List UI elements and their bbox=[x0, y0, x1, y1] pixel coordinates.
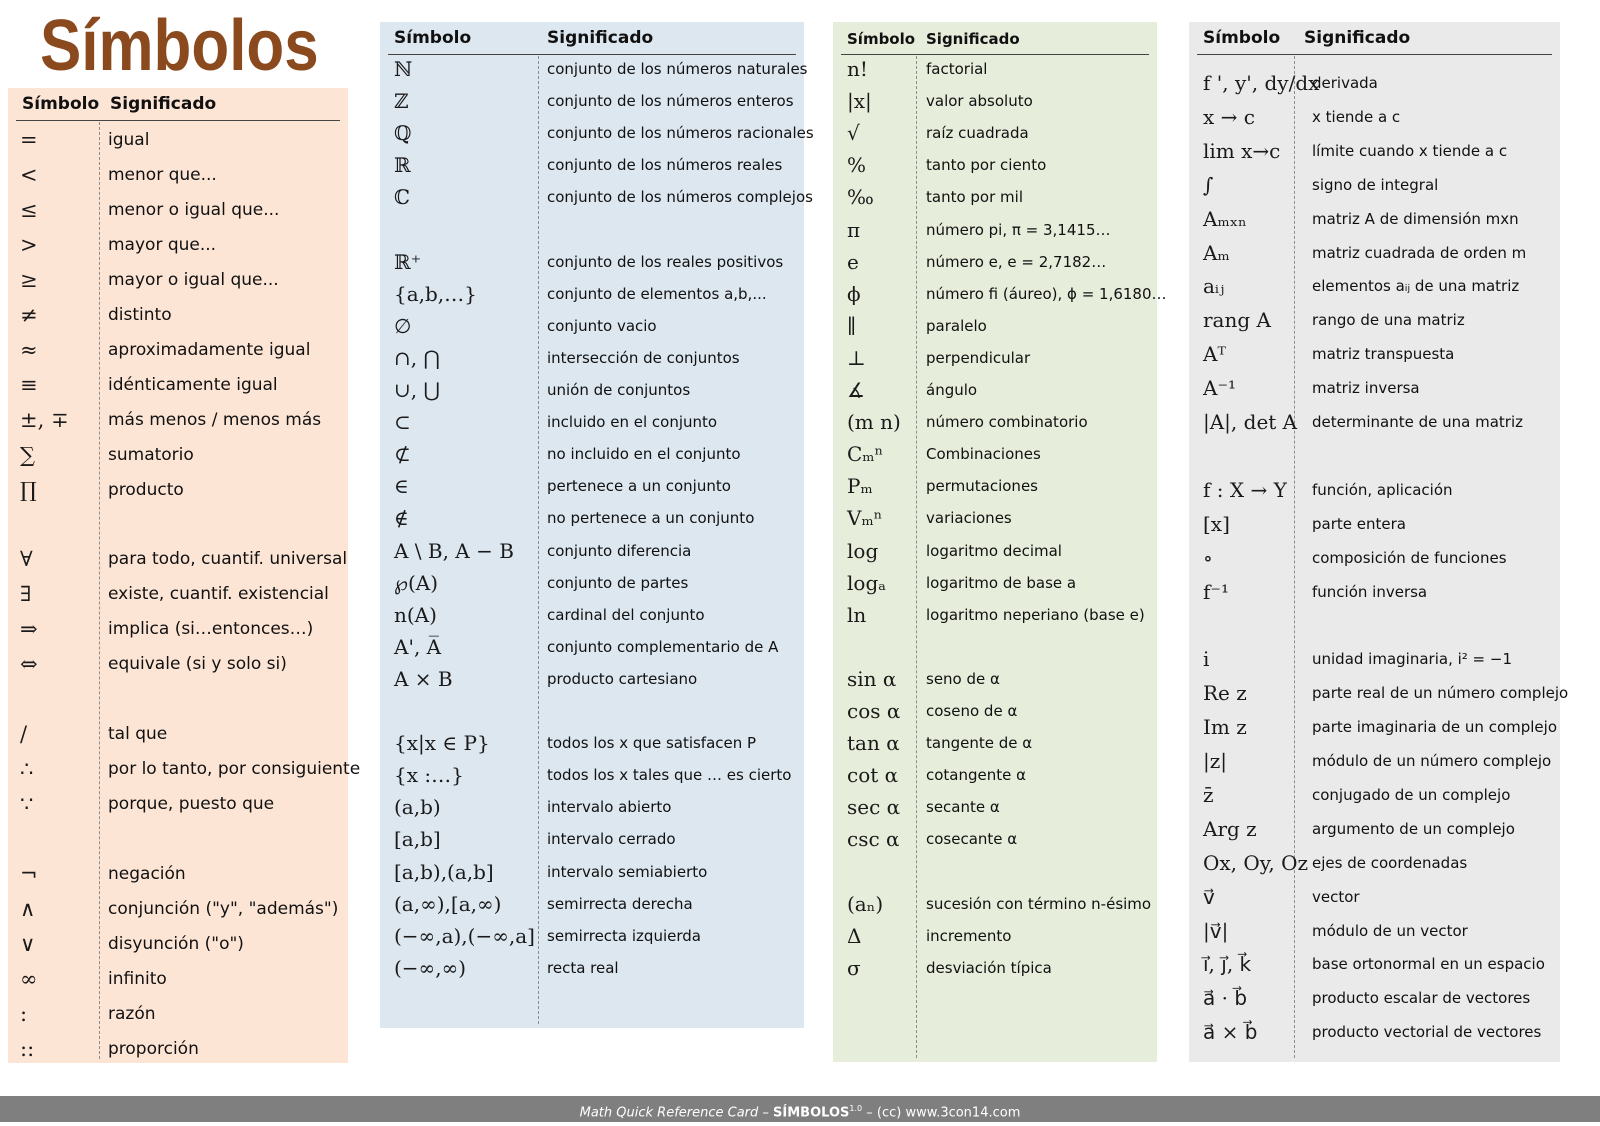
symbol: a⃗ × b⃗ bbox=[1203, 1020, 1258, 1045]
meaning: tal que bbox=[108, 724, 168, 745]
symbol: ‰ bbox=[847, 185, 874, 210]
symbol: ¬ bbox=[20, 861, 38, 886]
symbol: lim x→c bbox=[1203, 138, 1281, 163]
footer-topic: SÍMBOLOS bbox=[773, 1105, 850, 1121]
symbol: (m n) bbox=[847, 410, 901, 435]
footer bbox=[0, 1096, 1600, 1122]
meaning: función inversa bbox=[1312, 582, 1428, 601]
page-title: Símbolos bbox=[40, 6, 319, 86]
symbol: sin α bbox=[847, 666, 897, 691]
symbol: a⃗ · b⃗ bbox=[1203, 986, 1248, 1011]
symbol: [a,b] bbox=[394, 827, 441, 852]
meaning: para todo, cuantif. universal bbox=[108, 549, 348, 570]
symbol: Aₘ bbox=[1203, 240, 1230, 265]
meaning: ángulo bbox=[926, 381, 978, 399]
meaning: sumatorio bbox=[108, 444, 194, 465]
symbol: (a,∞),[a,∞) bbox=[394, 891, 502, 916]
symbol: i⃗, j⃗, k⃗ bbox=[1203, 952, 1252, 977]
symbol: z̄ bbox=[1203, 782, 1214, 807]
symbol: Cₘⁿ bbox=[847, 442, 884, 467]
meaning: logaritmo de base a bbox=[926, 573, 1077, 592]
meaning: permutaciones bbox=[926, 477, 1038, 496]
meaning: conjunto de los números complejos bbox=[547, 188, 813, 207]
meaning: conjunto de partes bbox=[547, 573, 689, 592]
meaning: unidad imaginaria, i² = −1 bbox=[1312, 650, 1513, 669]
meaning: coseno de α bbox=[926, 702, 1018, 720]
symbol: ⊄ bbox=[394, 442, 411, 467]
meaning: función, aplicación bbox=[1312, 480, 1453, 499]
symbol: A \ B, A − B bbox=[394, 538, 514, 563]
meaning: producto vectorial de vectores bbox=[1312, 1023, 1542, 1042]
meaning: límite cuando x tiende a c bbox=[1312, 141, 1508, 160]
meaning: infinito bbox=[108, 968, 167, 989]
symbol: ≈ bbox=[20, 337, 38, 362]
meaning: módulo de un número complejo bbox=[1312, 752, 1552, 770]
symbol: ∵ bbox=[20, 792, 34, 817]
meaning: igual bbox=[108, 130, 150, 150]
meaning: derivada bbox=[1312, 74, 1378, 92]
symbol: Aₘₓₙ bbox=[1203, 206, 1247, 231]
meaning: sucesión con término n-ésimo bbox=[926, 894, 1152, 913]
meaning: base ortonormal en un espacio bbox=[1312, 955, 1545, 974]
symbol: f : X → Y bbox=[1203, 477, 1287, 502]
symbol: √ bbox=[847, 121, 860, 146]
symbol: Pₘ bbox=[847, 474, 873, 499]
symbol: x → c bbox=[1203, 104, 1255, 129]
meaning: razón bbox=[108, 1003, 156, 1024]
meaning: intersección de conjuntos bbox=[547, 348, 740, 367]
symbol: = bbox=[20, 128, 38, 152]
symbol: ≠ bbox=[20, 302, 38, 327]
meaning: tanto por mil bbox=[926, 188, 1023, 207]
symbol: f ', y', dy/dx bbox=[1203, 71, 1320, 95]
symbol: / bbox=[20, 722, 28, 747]
meaning: factorial bbox=[926, 60, 988, 78]
symbol: |z| bbox=[1203, 749, 1228, 773]
symbol: f⁻¹ bbox=[1203, 579, 1229, 604]
symbol: ∑ bbox=[20, 442, 35, 467]
symbol: ϕ bbox=[847, 281, 861, 306]
header-symbol: Símbolo bbox=[1203, 28, 1281, 48]
meaning: perpendicular bbox=[926, 348, 1031, 367]
symbol: ∥ bbox=[847, 313, 857, 338]
symbol: rang A bbox=[1203, 308, 1271, 333]
meaning: pertenece a un conjunto bbox=[547, 477, 731, 496]
meaning: conjunto de elementos a,b,... bbox=[547, 284, 767, 303]
meaning: matriz A de dimensión mxn bbox=[1312, 209, 1519, 228]
meaning: conjunto vacio bbox=[547, 316, 657, 335]
symbol: % bbox=[847, 153, 867, 178]
meaning: recta real bbox=[547, 958, 619, 977]
header-meaning: Significado bbox=[1304, 28, 1411, 48]
symbol: e bbox=[847, 249, 859, 274]
symbol: aᵢⱼ bbox=[1203, 274, 1225, 299]
meaning: producto cartesiano bbox=[547, 669, 698, 688]
symbol: {x|x ∈ P} bbox=[394, 731, 490, 756]
symbol: ∏ bbox=[20, 477, 37, 502]
meaning: desviación típica bbox=[926, 958, 1052, 977]
header-meaning: Significado bbox=[926, 30, 1020, 48]
symbol: logₐ bbox=[847, 570, 886, 595]
meaning: conjunto diferencia bbox=[547, 541, 692, 560]
meaning: negación bbox=[108, 863, 186, 884]
symbol: ⊥ bbox=[847, 345, 866, 370]
table-header bbox=[388, 22, 796, 55]
meaning: conjunto de los números racionales bbox=[547, 124, 814, 143]
meaning: conjunción ("y", "además") bbox=[108, 898, 339, 919]
meaning: variaciones bbox=[926, 509, 1012, 528]
table-header bbox=[16, 88, 340, 121]
meaning: número combinatorio bbox=[926, 413, 1088, 432]
symbol: ℂ bbox=[394, 185, 410, 210]
meaning: ejes de coordenadas bbox=[1312, 853, 1468, 872]
meaning: conjunto de los números enteros bbox=[547, 92, 794, 111]
meaning: módulo de un vector bbox=[1312, 921, 1468, 940]
footer-version: 1.0 bbox=[849, 1104, 863, 1113]
meaning: unión de conjuntos bbox=[547, 381, 691, 399]
meaning: conjunto de los números naturales bbox=[547, 60, 808, 78]
meaning: vector bbox=[1312, 887, 1360, 906]
meaning: raíz cuadrada bbox=[926, 124, 1029, 143]
symbol: n(A) bbox=[394, 602, 437, 627]
symbol: π bbox=[847, 217, 861, 242]
symbol: (−∞,a),(−∞,a] bbox=[394, 923, 535, 948]
meaning: mayor que... bbox=[108, 234, 217, 255]
symbol: ≡ bbox=[20, 372, 38, 397]
symbol: A', A̅ bbox=[394, 634, 442, 659]
symbol: Arg z bbox=[1203, 816, 1257, 841]
header-meaning: Significado bbox=[547, 28, 654, 48]
symbol: ∧ bbox=[20, 896, 36, 921]
symbol: ln bbox=[847, 602, 867, 627]
meaning: intervalo semiabierto bbox=[547, 862, 708, 881]
symbol: ∫ bbox=[1203, 172, 1214, 197]
meaning: cosecante α bbox=[926, 830, 1018, 849]
symbol: ∅ bbox=[394, 313, 412, 338]
meaning: porque, puesto que bbox=[108, 794, 275, 815]
header-symbol: Símbolo bbox=[22, 94, 100, 114]
symbol: < bbox=[20, 162, 38, 187]
symbol: Im z bbox=[1203, 715, 1247, 740]
symbol: ∈ bbox=[394, 474, 409, 499]
meaning: producto bbox=[108, 479, 184, 500]
header-symbol: Símbolo bbox=[394, 28, 472, 48]
meaning: número e, e = 2,7182… bbox=[926, 252, 1107, 271]
header-symbol: Símbolo bbox=[847, 30, 916, 48]
symbol: (aₙ) bbox=[847, 891, 884, 916]
meaning: rango de una matriz bbox=[1312, 311, 1465, 330]
meaning: parte real de un número complejo bbox=[1312, 684, 1569, 703]
symbol: v⃗ bbox=[1203, 884, 1215, 909]
meaning: no pertenece a un conjunto bbox=[547, 509, 755, 528]
symbol: ℘(A) bbox=[394, 570, 438, 595]
meaning: mayor o igual que... bbox=[108, 269, 279, 290]
symbol: i bbox=[1203, 647, 1210, 672]
meaning: determinante de una matriz bbox=[1312, 413, 1524, 431]
symbol: Vₘⁿ bbox=[847, 506, 883, 531]
meaning: parte imaginaria de un complejo bbox=[1312, 718, 1558, 737]
symbol: {a,b,…} bbox=[394, 281, 477, 306]
symbols-panel-4 bbox=[1189, 22, 1569, 1062]
meaning: matriz cuadrada de orden m bbox=[1312, 243, 1527, 262]
meaning: composición de funciones bbox=[1312, 548, 1507, 567]
symbol: :: bbox=[20, 1036, 35, 1061]
meaning: valor absoluto bbox=[926, 92, 1033, 111]
symbol: ∘ bbox=[1203, 545, 1213, 570]
meaning: cotangente α bbox=[926, 766, 1027, 785]
symbol: Ox, Oy, Oz bbox=[1203, 850, 1309, 875]
meaning: proporción bbox=[108, 1038, 199, 1059]
meaning: seno de α bbox=[926, 669, 1000, 688]
meaning: cardinal del conjunto bbox=[547, 605, 705, 624]
symbol: ℤ bbox=[394, 89, 409, 114]
symbol: ∀ bbox=[20, 547, 33, 572]
symbol: A⁻¹ bbox=[1203, 376, 1237, 401]
symbol: : bbox=[20, 1001, 28, 1026]
footer-separator: – bbox=[866, 1105, 873, 1121]
meaning: logaritmo neperiano (base e) bbox=[926, 605, 1145, 624]
symbols-panel-1 bbox=[8, 88, 361, 1063]
symbol: ∴ bbox=[20, 757, 34, 782]
symbol: Re z bbox=[1203, 681, 1247, 706]
meaning: argumento de un complejo bbox=[1312, 819, 1515, 838]
meaning: conjunto complementario de A bbox=[547, 637, 779, 656]
symbol: n! bbox=[847, 57, 868, 81]
symbol: ∃ bbox=[20, 582, 32, 607]
meaning: aproximadamente igual bbox=[108, 339, 311, 360]
meaning: matriz transpuesta bbox=[1312, 345, 1455, 364]
symbol: (a,b) bbox=[394, 795, 441, 820]
meaning: número fi (áureo), ϕ = 1,6180… bbox=[926, 284, 1167, 303]
meaning: disyunción ("o") bbox=[108, 933, 244, 954]
meaning: por lo tanto, por consiguiente bbox=[108, 759, 361, 780]
meaning: x tiende a c bbox=[1312, 107, 1401, 126]
meaning: no incluido en el conjunto bbox=[547, 445, 741, 464]
meaning: semirrecta izquierda bbox=[547, 926, 701, 945]
symbol: ⇒ bbox=[20, 617, 38, 642]
footer-credit: (cc) www.3con14.com bbox=[876, 1105, 1021, 1121]
meaning: más menos / menos más bbox=[108, 409, 322, 430]
meaning: intervalo abierto bbox=[547, 798, 672, 817]
symbol: ∩, ⋂ bbox=[394, 345, 440, 370]
footer-name: Math Quick Reference Card – bbox=[579, 1105, 769, 1121]
header-meaning: Significado bbox=[110, 94, 217, 114]
symbol: Aᵀ bbox=[1203, 342, 1226, 367]
symbol: ±, ∓ bbox=[20, 407, 69, 432]
meaning: distinto bbox=[108, 304, 172, 325]
meaning: matriz inversa bbox=[1312, 379, 1420, 398]
symbol: ℝ bbox=[394, 153, 411, 178]
meaning: todos los x que satisfacen P bbox=[547, 734, 757, 753]
meaning: conjunto de los reales positivos bbox=[547, 252, 784, 271]
symbol: [a,b),(a,b] bbox=[394, 859, 494, 884]
symbol: sec α bbox=[847, 795, 901, 820]
meaning: menor o igual que... bbox=[108, 199, 280, 220]
meaning: semirrecta derecha bbox=[547, 894, 693, 913]
symbol: ∡ bbox=[847, 378, 865, 402]
symbol: cot α bbox=[847, 763, 899, 788]
table-header bbox=[841, 22, 1149, 55]
symbol: ≥ bbox=[20, 267, 38, 292]
table-header bbox=[1197, 22, 1552, 55]
symbol: [x] bbox=[1203, 511, 1230, 536]
symbol: Δ bbox=[847, 923, 862, 948]
symbols-panel-3 bbox=[833, 22, 1167, 1062]
meaning: tangente de α bbox=[926, 734, 1033, 753]
meaning: intervalo cerrado bbox=[547, 830, 676, 849]
symbol: ≤ bbox=[20, 197, 38, 222]
meaning: número pi, π = 3,1415… bbox=[926, 220, 1111, 239]
meaning: tanto por ciento bbox=[926, 156, 1047, 175]
symbol: |x| bbox=[847, 89, 872, 114]
meaning: parte entera bbox=[1312, 514, 1406, 533]
symbol: ⇔ bbox=[20, 652, 38, 677]
meaning: menor que... bbox=[108, 164, 217, 185]
symbol: ∪, ⋃ bbox=[394, 378, 440, 402]
symbol: ℝ⁺ bbox=[394, 249, 422, 274]
symbol: |v⃗| bbox=[1203, 918, 1229, 943]
symbol: ⊂ bbox=[394, 410, 411, 435]
symbol: ∉ bbox=[394, 506, 409, 531]
meaning: todos los x tales que … es cierto bbox=[547, 766, 792, 785]
symbol: ℚ bbox=[394, 121, 412, 146]
symbol: (−∞,∞) bbox=[394, 955, 467, 980]
symbol: log bbox=[847, 538, 879, 563]
symbol: ∞ bbox=[20, 966, 38, 991]
meaning: signo de integral bbox=[1312, 175, 1439, 194]
meaning: equivale (si y solo si) bbox=[108, 654, 287, 675]
symbol: {x :…} bbox=[394, 763, 464, 788]
meaning: conjunto de los números reales bbox=[547, 156, 783, 175]
meaning: secante α bbox=[926, 798, 1000, 817]
meaning: paralelo bbox=[926, 316, 987, 335]
meaning: conjugado de un complejo bbox=[1312, 785, 1511, 804]
symbol: tan α bbox=[847, 731, 900, 756]
symbol: A × B bbox=[394, 666, 453, 691]
meaning: incremento bbox=[926, 926, 1012, 945]
meaning: incluido en el conjunto bbox=[547, 413, 718, 432]
symbol: csc α bbox=[847, 827, 900, 852]
symbol: ℕ bbox=[394, 57, 413, 81]
meaning: implica (si…entonces…) bbox=[108, 619, 314, 640]
meaning: idénticamente igual bbox=[108, 374, 278, 395]
symbol: |A|, det A bbox=[1203, 410, 1298, 434]
symbol: cos α bbox=[847, 699, 901, 723]
meaning: logaritmo decimal bbox=[926, 541, 1062, 560]
symbol: σ bbox=[847, 955, 861, 980]
symbol: > bbox=[20, 232, 38, 257]
meaning: elementos aᵢⱼ de una matriz bbox=[1312, 277, 1520, 296]
symbol: ∨ bbox=[20, 931, 36, 956]
meaning: producto escalar de vectores bbox=[1312, 989, 1531, 1008]
symbols-panel-2 bbox=[380, 22, 814, 1028]
meaning: Combinaciones bbox=[926, 445, 1041, 464]
meaning: existe, cuantif. existencial bbox=[108, 584, 329, 605]
